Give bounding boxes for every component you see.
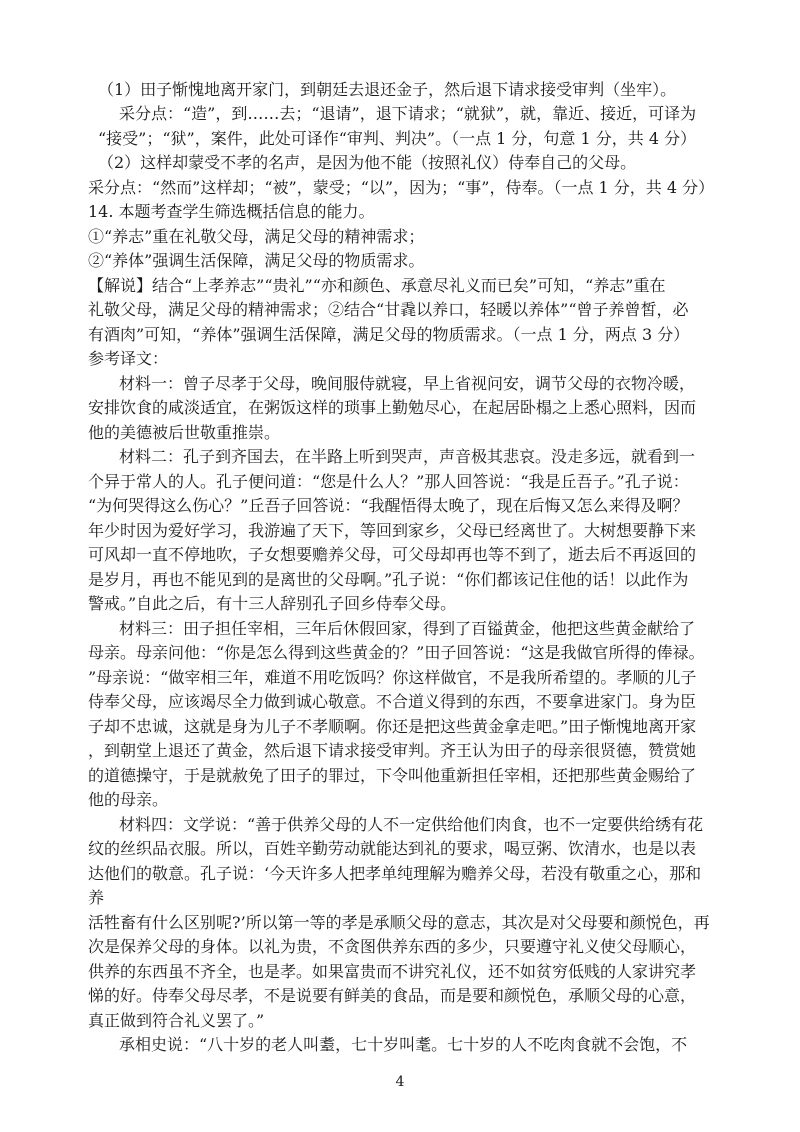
text-line-question-14: 14. 本题考查学生筛选概括信息的能力。 bbox=[88, 202, 375, 221]
text-line-material-3: 材料三：田子担任宰相，三年后休假回家，得到了百镒黄金，他把这些黄金献给了 bbox=[119, 619, 696, 638]
text-line-explanation-3: 有酒肉”可知，“养体”强调生活保障，满足父母的物质需求。（一点 1 分，两点 3 分） bbox=[88, 325, 690, 344]
text-line-scoring-1: 采分点：“造”，到……去；“退请”，退下请求；“就狱”，就，靠近、接近，可译为 bbox=[119, 104, 697, 123]
text-line-scoring-2: 采分点：“然而”这样却；“被”，蒙受；“以”，因为；“事”，侍奉。（一点 1 分，共 4 分） bbox=[88, 178, 715, 197]
text-line-point-2: ②“养体”强调生活保障，满足父母的物质需求。 bbox=[88, 251, 425, 270]
text-line-material-1-b: 安排饮食的咸淡适宜，在粥饭这样的琐事上勤勉尽心，在起居卧榻之上悉心照料，因而 bbox=[88, 398, 697, 417]
text-line-material-2-g: 警戒。”自此之后，有十三人辞别孔子回乡侍奉父母。 bbox=[88, 594, 457, 613]
text-line-material-2-e: 可风却一直不停地吹，子女想要赡养父母，可父母却再也等不到了，逝去后不再返回的 bbox=[88, 545, 697, 564]
text-line-translation-heading: 参考译文： bbox=[88, 349, 169, 368]
text-line-material-3-h: 他的母亲。 bbox=[88, 790, 169, 809]
text-line-answer-2: （2）这样却蒙受不孝的名声，是因为他不能（按照礼仪）侍奉自己的父母。 bbox=[98, 153, 637, 172]
text-line-material-4-f: 次是保养父母的身体。以礼为贵，不贪图供养东西的多少，只要遵守礼义使父母顺心， bbox=[88, 937, 697, 956]
text-line-material-4-d: 养 bbox=[88, 888, 105, 907]
text-line-answer-1: （1）田子惭愧地离开家门，到朝廷去退还金子，然后退下请求接受审判（坐牢）。 bbox=[98, 80, 677, 99]
text-line-explanation: 【解说】结合“上孝养志”“贵礼”“亦和颜色、承意尽礼义而已矣”可知，“养志”重在 bbox=[88, 276, 666, 295]
page-number: 4 bbox=[395, 1074, 405, 1090]
text-line-material-2-f: 是岁月，再也不能见到的是离世的父母啊。”孔子说：“你们都该记住他的话！以此作为 bbox=[88, 570, 689, 589]
text-line-material-4: 材料四：文学说：“善于供养父母的人不一定供给他们肉食，也不一定要供给绣有花 bbox=[119, 815, 704, 834]
text-line-material-3-d: 侍奉父母，应该竭尽全力做到诚心敬意。不合道义得到的东西，不要拿进家门。身为臣 bbox=[88, 692, 697, 711]
text-line-material-4-e: 活牲畜有什么区别呢?’所以第一等的孝是承顺父母的意志，其次是对父母要和颜悦色，再 bbox=[88, 913, 710, 932]
text-line-material-4-c: 达他们的敬意。孔子说：‘今天许多人把孝单纯理解为赡养父母，若没有敬重之心，那和 bbox=[88, 864, 702, 883]
text-line-material-3-e: 子却不忠诚，这就是身为儿子不孝顺啊。你还是把这些黄金拿走吧。”田子惭愧地离开家 bbox=[88, 717, 697, 736]
text-line-material-2-c: “为何哭得这么伤心？”丘吾子回答说：“我醒悟得太晚了，现在后悔又怎么来得及啊？ bbox=[88, 496, 689, 515]
text-line-material-3-f: ，到朝堂上退还了黄金，然后退下请求接受审判。齐王认为田子的母亲很贤德，赞赏她 bbox=[88, 741, 697, 760]
text-line-material-3-c: ”母亲说：“做宰相三年，难道不用吃饭吗？你这样做官，不是我所希望的。孝顺的儿子 bbox=[88, 668, 697, 687]
text-line-material-2-b: 个异于常人的人。孔子便问道：“您是什么人？”那人回答说：“我是丘吾子。”孔子说： bbox=[88, 472, 689, 491]
text-line-material-1-c: 他的美德被后世敬重推崇。 bbox=[88, 423, 281, 442]
text-line-material-4-h: 悌的好。侍奉父母尽孝，不是说要有鲜美的食品，而是要和颜悦色，承顺父母的心意， bbox=[88, 986, 697, 1005]
text-line-material-5: 承相史说：“八十岁的老人叫耋，七十岁叫耄。七十岁的人不吃肉食就不会饱，不 bbox=[119, 1035, 688, 1054]
text-line-explanation-2: 礼敬父母，满足父母的精神需求；②结合“甘毳以养口，轻暖以养体”“曾子养曾皙，必 bbox=[88, 300, 689, 319]
text-line-material-4-b: 纹的丝织品衣服。所以，百姓辛勤劳动就能达到礼的要求，喝豆粥、饮清水，也是以表 bbox=[88, 839, 697, 858]
text-line-material-2-d: 年少时因为爱好学习，我游遍了天下，等回到家乡，父母已经离世了。大树想要静下来 bbox=[88, 521, 697, 540]
text-line-material-1: 材料一：曾子尽孝于父母，晚间服侍就寝，早上省视问安，调节父母的衣物冷暖， bbox=[119, 374, 696, 393]
text-line-scoring-1-cont: “接受”；“狱”，案件，此处可译作“审判、判决”。（一点 1 分，句意 1 分，共 4 分） bbox=[98, 129, 697, 148]
text-line-material-4-i: 真正做到符合礼义罢了。” bbox=[88, 1011, 265, 1030]
text-line-point-1: ①“养志”重在礼敬父母，满足父母的精神需求； bbox=[88, 227, 425, 246]
text-line-material-3-b: 母亲。母亲问他：“你是怎么得到这些黄金的？”田子回答说：“这是我做官所得的俸禄。 bbox=[88, 643, 705, 662]
text-line-material-4-g: 供养的东西虽不齐全，也是孝。如果富贵而不讲究礼仪，还不如贫穷低贱的人家讲究孝 bbox=[88, 962, 697, 981]
text-line-material-3-g: 的道德操守，于是就赦免了田子的罪过，下令叫他重新担任宰相，还把那些黄金赐给了 bbox=[88, 766, 697, 785]
text-line-material-2: 材料二：孔子到齐国去，在半路上听到哭声，声音极其悲哀。没走多远，就看到一 bbox=[119, 447, 696, 466]
